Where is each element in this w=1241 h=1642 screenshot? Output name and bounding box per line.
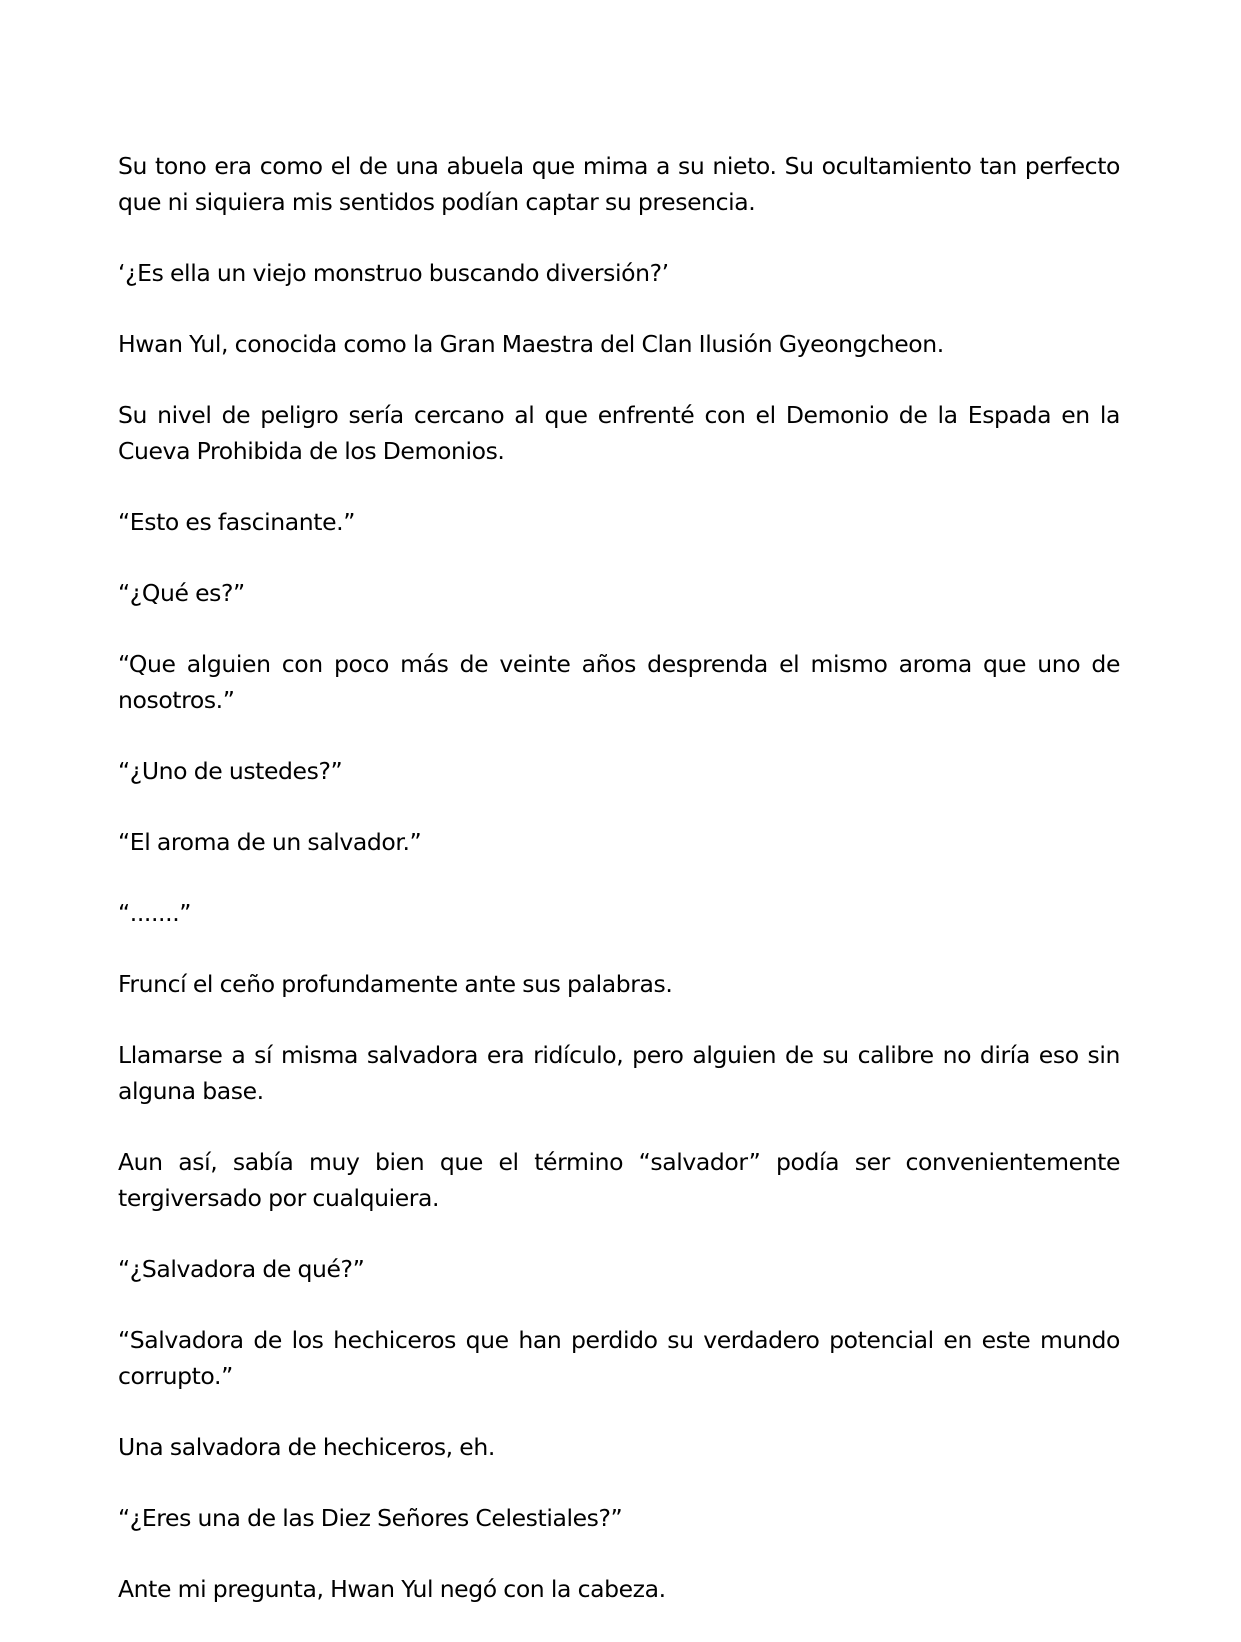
- paragraph-11: Fruncí el ceño profundamente ante sus palabras.: [118, 970, 673, 998]
- paragraph-7: “Que alguien con poco más de veinte años desprenda el mismo aroma que uno de nosotros.”: [118, 650, 1120, 714]
- paragraph-5: “Esto es fascinante.”: [118, 508, 355, 536]
- paragraph-3: Hwan Yul, conocida como la Gran Maestra del Clan Ilusión Gyeongcheon.: [118, 330, 944, 358]
- paragraph-6: “¿Qué es?”: [118, 579, 245, 607]
- paragraph-2: ‘¿Es ella un viejo monstruo buscando diversión?’: [118, 259, 669, 287]
- paragraph-4: Su nivel de peligro sería cercano al que enfrenté con el Demonio de la Espada en la Cueva Prohibida de los Demonios.: [118, 401, 1120, 465]
- paragraph-18: Ante mi pregunta, Hwan Yul negó con la cabeza.: [118, 1575, 666, 1603]
- paragraph-15: “Salvadora de los hechiceros que han perdido su verdadero potencial en este mundo corrupto.”: [118, 1326, 1120, 1390]
- document-page: [118, 148, 1120, 1642]
- paragraph-16: Una salvadora de hechiceros, eh.: [118, 1433, 495, 1461]
- paragraph-1: Su tono era como el de una abuela que mima a su nieto. Su ocultamiento tan perfecto que ni siquiera mis sentidos podían captar su presencia.: [118, 152, 1120, 216]
- paragraph-13: Aun así, sabía muy bien que el término “salvador” podía ser convenientemente tergiversado por cualquiera.: [118, 1148, 1120, 1212]
- paragraph-10: “.......”: [118, 899, 192, 927]
- paragraph-8: “¿Uno de ustedes?”: [118, 757, 343, 785]
- paragraph-12: Llamarse a sí misma salvadora era ridículo, pero alguien de su calibre no diría eso sin alguna base.: [118, 1041, 1120, 1105]
- paragraph-9: “El aroma de un salvador.”: [118, 828, 422, 856]
- paragraph-14: “¿Salvadora de qué?”: [118, 1255, 365, 1283]
- paragraph-17: “¿Eres una de las Diez Señores Celestiales?”: [118, 1504, 623, 1532]
